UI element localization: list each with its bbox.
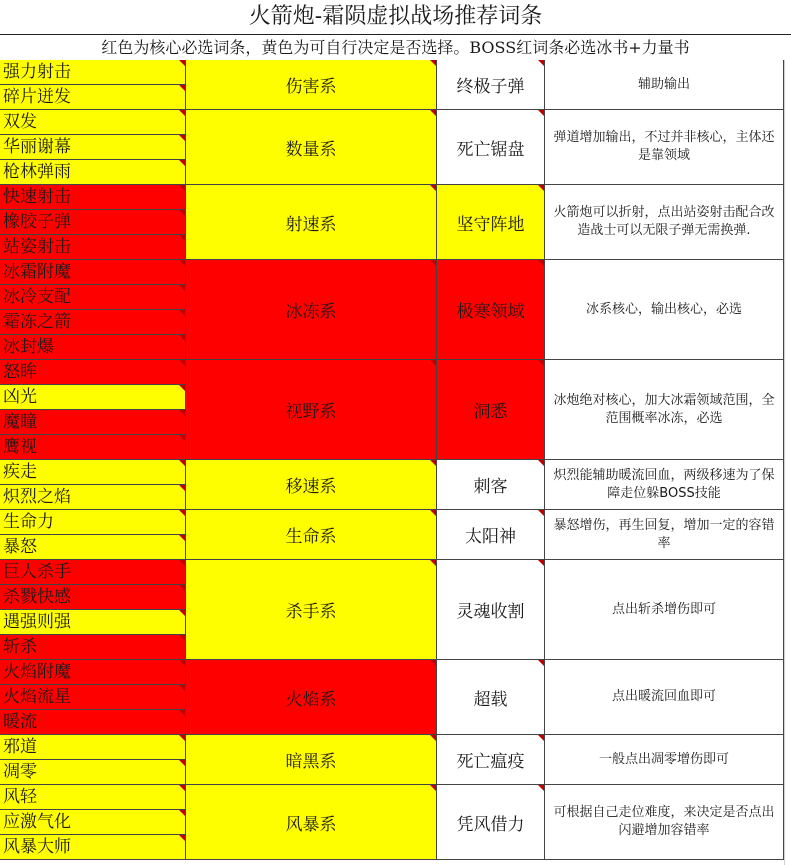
note-cell[interactable] (545, 260, 784, 360)
perk-cell-text: 巨人杀手 (3, 562, 71, 582)
category-cell[interactable] (186, 460, 437, 510)
comment-marker-icon (179, 560, 185, 566)
comment-marker-icon (179, 585, 185, 591)
comment-marker-icon (430, 260, 436, 266)
perk-cell[interactable] (0, 785, 186, 810)
comment-marker-icon (538, 785, 544, 791)
skill-cell[interactable] (437, 460, 545, 510)
comment-marker-icon (179, 285, 185, 291)
perk-cell-text: 快速射击 (3, 187, 71, 207)
perk-cell[interactable] (0, 135, 186, 160)
comment-marker-icon (179, 85, 185, 91)
comment-marker-icon (430, 560, 436, 566)
skill-cell-text: 灵魂收割 (456, 602, 525, 622)
category-cell-text: 冰冻系 (285, 302, 337, 322)
comment-marker-icon (179, 260, 185, 266)
perk-cell[interactable] (0, 835, 186, 860)
comment-marker-icon (430, 660, 436, 666)
comment-marker-icon (179, 685, 185, 691)
note-cell[interactable] (545, 360, 784, 460)
category-cell-text: 射速系 (285, 214, 337, 235)
legend-note: 红色为核心必选词条，黄色为可自行决定是否选择。BOSS红词条必选冰书+力量书 (0, 35, 791, 61)
comment-marker-icon (538, 660, 544, 666)
note-cell[interactable] (545, 660, 784, 735)
perk-cell[interactable] (0, 560, 186, 585)
skill-cell[interactable] (437, 260, 545, 360)
perk-cell[interactable] (0, 610, 186, 635)
perk-cell[interactable] (0, 85, 186, 110)
perk-cell[interactable] (0, 510, 186, 535)
comment-marker-icon (179, 610, 185, 616)
comment-marker-icon (179, 785, 185, 791)
category-cell-text: 风暴系 (285, 814, 337, 835)
category-cell-text: 伤害系 (285, 77, 337, 97)
comment-marker-icon (179, 660, 185, 666)
perk-cell-text: 遇强则强 (3, 612, 71, 632)
skill-cell-text: 终极子弹 (456, 77, 525, 97)
perk-cell[interactable] (0, 585, 186, 610)
perk-cell[interactable] (0, 710, 186, 735)
comment-marker-icon (179, 535, 185, 541)
category-cell[interactable] (186, 510, 437, 560)
note-cell-text: 冰炮绝对核心，加大冰霜领域范围，全范围概率冰冻，必选 (553, 392, 775, 426)
category-cell[interactable] (186, 360, 437, 460)
perk-cell-text: 火焰流星 (3, 687, 71, 707)
comment-marker-icon (179, 235, 185, 241)
perk-cell-text: 暴怒 (3, 537, 37, 557)
category-cell[interactable] (186, 660, 437, 735)
comment-marker-icon (179, 410, 185, 416)
comment-marker-icon (538, 110, 544, 116)
perk-cell-text: 冰封爆 (3, 337, 54, 357)
note-cell-text: 可根据自己走位难度，来决定是否点出闪避增加容错率 (553, 805, 775, 838)
perk-cell-text: 凶光 (3, 387, 37, 407)
comment-marker-icon (430, 460, 436, 466)
perk-cell[interactable] (0, 285, 186, 310)
note-cell[interactable] (545, 560, 784, 660)
comment-marker-icon (179, 360, 185, 366)
perk-cell[interactable] (0, 360, 186, 385)
skill-cell-text: 死亡瘟疫 (456, 752, 525, 772)
perk-cell[interactable] (0, 735, 186, 760)
comment-marker-icon (430, 185, 436, 191)
comment-marker-icon (179, 460, 185, 466)
category-cell-text: 火焰系 (285, 689, 337, 710)
comment-marker-icon (538, 260, 544, 266)
category-cell[interactable] (186, 785, 437, 860)
perk-cell-text: 枪林弹雨 (3, 162, 71, 182)
perk-cell[interactable] (0, 535, 186, 560)
perk-cell-text: 怒眸 (3, 362, 37, 382)
skill-cell[interactable] (437, 60, 545, 110)
category-cell-text: 暗黑系 (285, 752, 337, 772)
comment-marker-icon (179, 510, 185, 516)
note-cell[interactable] (545, 735, 784, 785)
category-cell-text: 移速系 (285, 477, 337, 497)
comment-marker-icon (538, 735, 544, 741)
comment-marker-icon (179, 210, 185, 216)
perk-cell[interactable] (0, 485, 186, 510)
perk-cell-text: 风暴大师 (3, 837, 71, 857)
comment-marker-icon (179, 810, 185, 816)
perk-cell-text: 站姿射击 (3, 237, 71, 257)
note-cell-text: 炽烈能辅助暖流回血，两级移速为了保障走位躲BOSS技能 (553, 467, 775, 501)
perk-cell[interactable] (0, 110, 186, 135)
skill-cell[interactable] (437, 510, 545, 560)
perk-cell[interactable] (0, 185, 186, 210)
comment-marker-icon (179, 110, 185, 116)
category-cell-text: 生命系 (285, 527, 337, 547)
comment-marker-icon (430, 785, 436, 791)
perk-cell-text: 凋零 (3, 762, 37, 782)
comment-marker-icon (430, 510, 436, 516)
perk-cell[interactable] (0, 410, 186, 435)
note-cell[interactable] (545, 460, 784, 510)
perk-cell[interactable] (0, 460, 186, 485)
comment-marker-icon (538, 460, 544, 466)
comment-marker-icon (538, 360, 544, 366)
note-cell-text: 点出暖流回血即可 (611, 689, 716, 704)
skill-cell[interactable] (437, 660, 545, 735)
perk-cell-text: 风轻 (3, 787, 37, 807)
skill-cell[interactable] (437, 560, 545, 660)
perk-cell-text: 暖流 (3, 712, 37, 732)
perk-cell-text: 邪道 (3, 737, 37, 757)
comment-marker-icon (179, 635, 185, 641)
comment-marker-icon (430, 735, 436, 741)
perk-cell[interactable] (0, 810, 186, 835)
category-cell[interactable] (186, 60, 437, 110)
perk-cell[interactable] (0, 435, 186, 460)
perk-cell-text: 应激气化 (3, 812, 71, 832)
skill-cell-text: 超载 (473, 689, 508, 710)
note-cell[interactable] (545, 785, 784, 860)
perk-cell-text: 生命力 (3, 512, 54, 532)
perk-cell-text: 冰冷支配 (3, 287, 71, 307)
perk-cell-text: 杀戮快感 (3, 587, 71, 607)
note-cell[interactable] (545, 110, 784, 185)
note-cell[interactable] (545, 185, 784, 260)
category-cell-text: 视野系 (285, 402, 337, 422)
skill-cell[interactable] (437, 360, 545, 460)
category-cell-text: 杀手系 (285, 602, 337, 622)
perk-cell[interactable] (0, 335, 186, 360)
perk-cell-text: 霜冻之箭 (3, 312, 71, 332)
skill-cell[interactable] (437, 110, 545, 185)
comment-marker-icon (430, 360, 436, 366)
note-cell-text: 一般点出凋零增伤即可 (598, 751, 729, 767)
perk-cell-text: 冰霜附魔 (3, 262, 71, 282)
skill-cell-text: 刺客 (473, 477, 508, 497)
note-cell-text: 点出斩杀增伤即可 (611, 601, 716, 617)
perk-cell-text: 疾走 (3, 462, 37, 482)
note-cell-text: 辅助输出 (637, 76, 690, 92)
skill-cell-text: 太阳神 (465, 527, 516, 547)
note-cell-text: 火箭炮可以折射，点出站姿射击配合改造战士可以无限子弹无需换弹. (553, 205, 775, 238)
perk-cell[interactable] (0, 385, 186, 410)
comment-marker-icon (179, 485, 185, 491)
perk-cell[interactable] (0, 310, 186, 335)
perk-cell[interactable] (0, 160, 186, 185)
perk-cell[interactable] (0, 260, 186, 285)
category-cell[interactable] (186, 260, 437, 360)
comment-marker-icon (430, 110, 436, 116)
perk-cell[interactable] (0, 685, 186, 710)
skill-cell[interactable] (437, 185, 545, 260)
comment-marker-icon (179, 160, 185, 166)
skill-cell[interactable] (437, 785, 545, 860)
comment-marker-icon (179, 135, 185, 141)
skill-cell-text: 死亡锯盘 (456, 139, 525, 160)
perk-cell-text: 炽烈之焰 (3, 487, 71, 507)
perk-cell[interactable] (0, 60, 186, 85)
comment-marker-icon (179, 310, 185, 316)
perk-cell-text: 斩杀 (3, 637, 37, 657)
perk-cell-text: 鹰视 (3, 437, 37, 457)
column-gridline (784, 60, 791, 865)
comment-marker-icon (179, 385, 185, 391)
perk-cell[interactable] (0, 635, 186, 660)
perk-cell[interactable] (0, 660, 186, 685)
category-cell[interactable] (186, 735, 437, 785)
perk-cell-text: 双发 (3, 112, 37, 132)
page-title: 火箭炮-霜陨虚拟战场推荐词条 (0, 0, 791, 35)
comment-marker-icon (538, 510, 544, 516)
comment-marker-icon (179, 60, 185, 66)
skill-cell[interactable] (437, 735, 545, 785)
comment-marker-icon (538, 560, 544, 566)
category-cell[interactable] (186, 185, 437, 260)
perk-cell-text: 橡胶子弹 (3, 212, 71, 232)
skill-cell-text: 凭风借力 (456, 814, 525, 835)
perk-cell[interactable] (0, 210, 186, 235)
perk-cell[interactable] (0, 235, 186, 260)
comment-marker-icon (538, 185, 544, 191)
perk-cell-text: 火焰附魔 (3, 662, 71, 682)
skill-cell-text: 洞悉 (473, 402, 508, 422)
note-cell[interactable] (545, 60, 784, 110)
note-cell-text: 暴怒增伤，再生回复，增加一定的容错率 (553, 517, 775, 551)
comment-marker-icon (179, 710, 185, 716)
comment-marker-icon (179, 335, 185, 341)
comment-marker-icon (179, 735, 185, 741)
note-cell-text: 弹道增加输出，不过并非核心，主体还是靠领域 (553, 130, 775, 163)
perk-cell-text: 魔瞳 (3, 412, 37, 432)
skill-cell-text: 极寒领域 (456, 302, 525, 322)
comment-marker-icon (179, 185, 185, 191)
perk-cell-text: 碎片迸发 (3, 87, 71, 107)
comment-marker-icon (179, 760, 185, 766)
comment-marker-icon (179, 435, 185, 441)
category-cell[interactable] (186, 110, 437, 185)
category-cell-text: 数量系 (285, 139, 337, 160)
comment-marker-icon (430, 60, 436, 66)
perk-cell-text: 强力射击 (3, 62, 71, 82)
skill-cell-text: 坚守阵地 (456, 214, 525, 235)
comment-marker-icon (538, 60, 544, 66)
perk-cell[interactable] (0, 760, 186, 785)
note-cell[interactable] (545, 510, 784, 560)
comment-marker-icon (179, 835, 185, 841)
perk-cell-text: 华丽谢幕 (3, 137, 71, 157)
note-cell-text: 冰系核心，输出核心，必选 (585, 301, 742, 317)
category-cell[interactable] (186, 560, 437, 660)
